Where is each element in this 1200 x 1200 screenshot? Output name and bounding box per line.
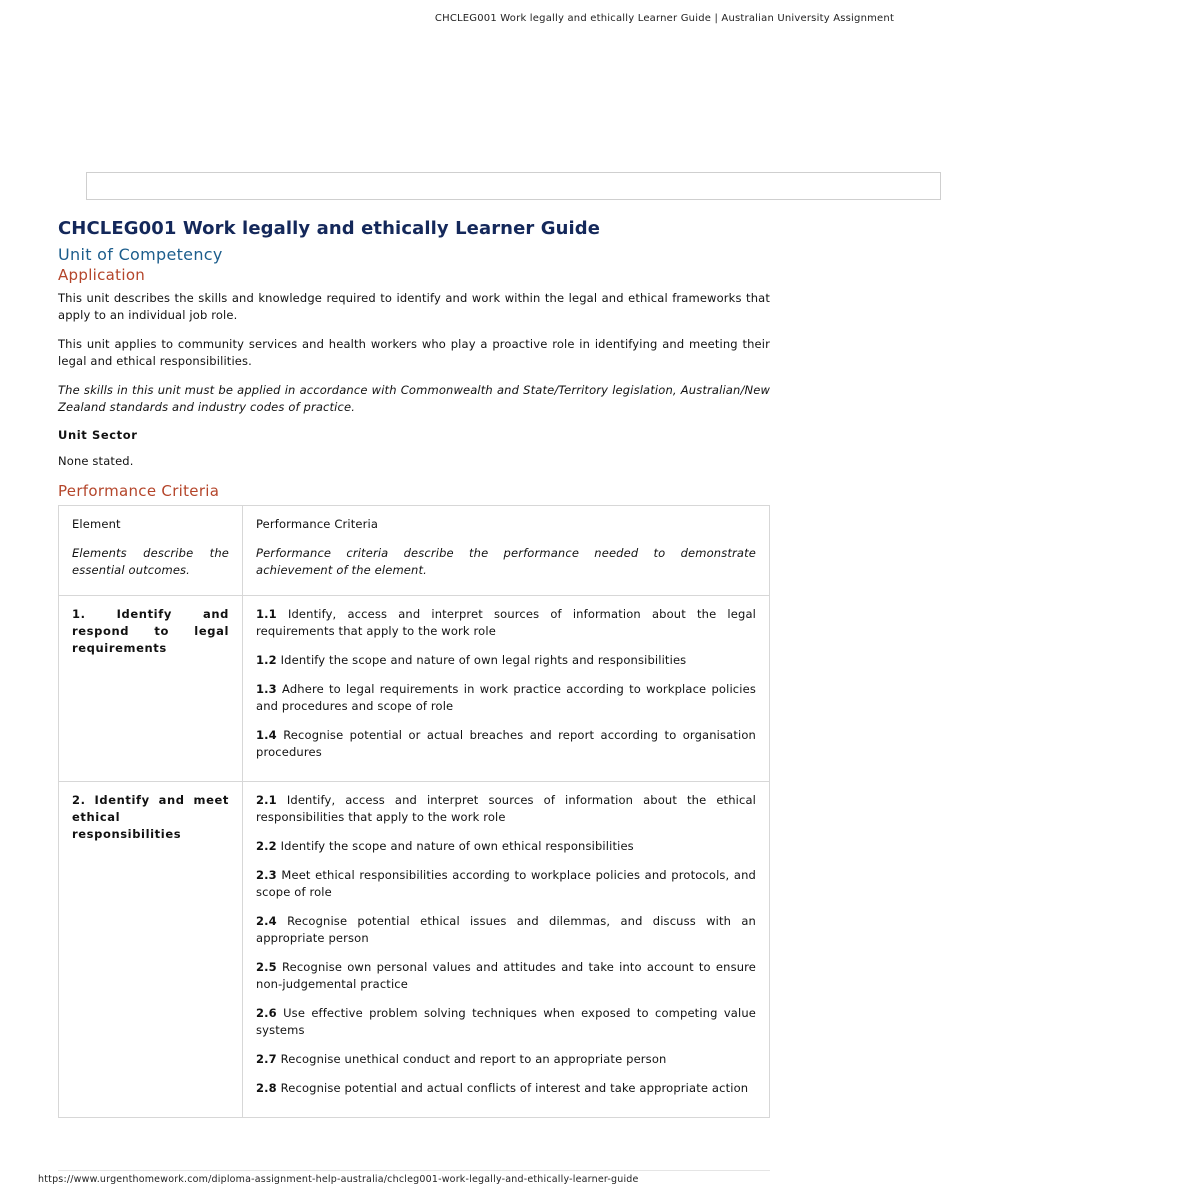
unit-sector-label: Unit Sector [58, 428, 138, 442]
criterion-item [256, 867, 756, 901]
element-description: Elements describe the essential outcomes. [72, 546, 229, 577]
criterion-number: 2.3 [256, 868, 277, 882]
criterion-text: Recognise unethical conduct and report to an appropriate person [280, 1052, 667, 1066]
element-cell [59, 782, 243, 1118]
table-row [59, 782, 770, 1118]
print-header: CHCLEG001 Work legally and ethically Learner Guide | Australian University Assignment [434, 13, 895, 24]
table-header-row [59, 506, 770, 596]
criterion-number: 2.4 [256, 914, 277, 928]
criterion-text: Recognise potential or actual breaches and report according to organisation procedures [256, 728, 756, 759]
application-heading: Application [58, 266, 146, 284]
page-title: CHCLEG001 Work legally and ethically Learner Guide [58, 218, 601, 239]
application-paragraph-3: The skills in this unit must be applied in accordance with Commonwealth and State/Territory legislation, Australian/New Zealand standards and industry codes of practice. [58, 383, 770, 414]
criterion-item [256, 913, 756, 947]
performance-criteria-table [58, 505, 770, 1118]
element-header: Element [72, 517, 121, 531]
footer-divider [58, 1170, 770, 1171]
ad-placeholder [86, 172, 941, 200]
criterion-text: Identify, access and interpret sources of information about the legal requirements that apply to the work role [256, 607, 756, 638]
criterion-text: Recognise potential ethical issues and dilemmas, and discuss with an appropriate person [256, 914, 756, 945]
application-paragraph-1: This unit describes the skills and knowledge required to identify and work within the legal and ethical frameworks that apply to an individual job role. [58, 291, 770, 322]
criterion-item [256, 652, 756, 669]
element-header-cell [59, 506, 243, 596]
unit-heading: Unit of Competency [58, 245, 223, 264]
criterion-text: Use effective problem solving techniques when exposed to competing value systems [256, 1006, 756, 1037]
criterion-number: 1.4 [256, 728, 277, 742]
criterion-item [256, 681, 756, 715]
unit-sector-value: None stated. [58, 454, 134, 468]
criterion-number: 2.5 [256, 960, 277, 974]
element-name: 1. Identify and respond to legal requirements [72, 607, 229, 655]
criterion-number: 1.3 [256, 682, 277, 696]
document-content [58, 218, 770, 1118]
criterion-text: Identify, access and interpret sources of information about the ethical responsibilities that apply to the work role [256, 793, 756, 824]
element-cell [59, 596, 243, 782]
criterion-text: Identify the scope and nature of own ethical responsibilities [280, 839, 634, 853]
criteria-header: Performance Criteria [256, 517, 379, 531]
criterion-item [256, 727, 756, 761]
criterion-text: Recognise own personal values and attitudes and take into account to ensure non-judgemental practice [256, 960, 756, 991]
criteria-description: Performance criteria describe the performance needed to demonstrate achievement of the element. [256, 546, 756, 577]
criterion-item [256, 959, 756, 993]
criterion-number: 2.7 [256, 1052, 277, 1066]
footer-url[interactable]: https://www.urgenthomework.com/diploma-assignment-help-australia/chcleg001-work-legally-and-ethically-learner-guide [38, 1174, 639, 1185]
criteria-cell [243, 782, 770, 1118]
criterion-item [256, 792, 756, 826]
criteria-cell [243, 596, 770, 782]
criterion-item [256, 838, 756, 855]
criterion-text: Recognise potential and actual conflicts of interest and take appropriate action [280, 1081, 749, 1095]
criterion-item [256, 1080, 756, 1097]
criterion-item [256, 1005, 756, 1039]
application-paragraph-2: This unit applies to community services and health workers who play a proactive role in identifying and meeting their legal and ethical responsibilities. [58, 337, 770, 368]
criterion-item [256, 606, 756, 640]
criterion-text: Meet ethical responsibilities according to workplace policies and protocols, and scope of role [256, 868, 756, 899]
element-name: 2. Identify and meet ethical responsibilities [72, 793, 229, 841]
criteria-header-cell [243, 506, 770, 596]
criterion-number: 1.1 [256, 607, 277, 621]
criterion-text: Adhere to legal requirements in work practice according to workplace policies and procedures and scope of role [256, 682, 756, 713]
table-row [59, 596, 770, 782]
criterion-number: 2.6 [256, 1006, 277, 1020]
performance-criteria-heading: Performance Criteria [58, 482, 220, 500]
criterion-number: 1.2 [256, 653, 277, 667]
criterion-number: 2.8 [256, 1081, 277, 1095]
criterion-number: 2.2 [256, 839, 277, 853]
criterion-number: 2.1 [256, 793, 277, 807]
criterion-text: Identify the scope and nature of own legal rights and responsibilities [280, 653, 687, 667]
criterion-item [256, 1051, 756, 1068]
